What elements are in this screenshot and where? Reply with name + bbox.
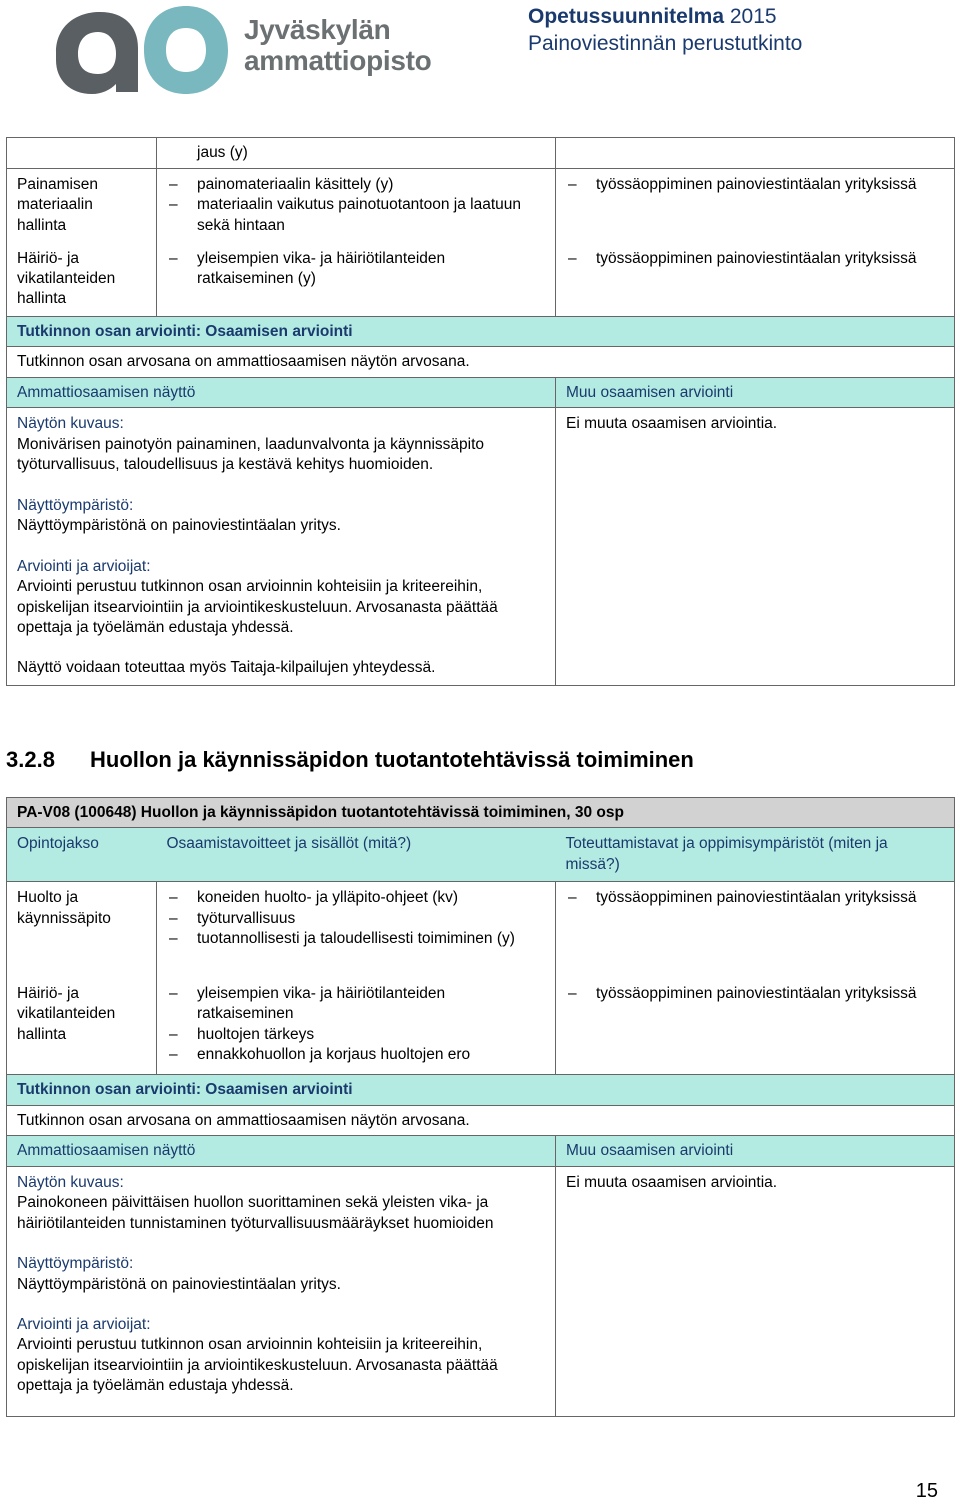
module-methods [556, 243, 955, 317]
list-item: – painomateriaalin käsittely (y) [167, 175, 545, 195]
column-header: Toteuttamistavat ja oppimisympäristöt (miten ja missä?) [556, 828, 955, 882]
table-huolto [6, 797, 955, 1417]
env-text: Näyttöympäristönä on painoviestintäalan yritys. [17, 1275, 341, 1293]
desc-text: Monivärisen painotyön painaminen, laadunvalvonta ja käynnissäpito työturvallisuus, taloudellisuus ja kestävä kehitys huomioiden. [17, 435, 485, 474]
other-assessment-text: Ei muuta osaamisen arviointia. [556, 408, 955, 686]
demo-heading: Ammattiosaamisen näyttö [7, 377, 556, 407]
module-title: PA-V08 (100648) Huollon ja käynnissäpidon tuotantotehtävissä toimiminen, 30 osp [7, 798, 955, 828]
assessors-label: Arviointi ja arvioijat: [17, 1315, 151, 1333]
module-name: Häiriö- ja vikatilanteiden hallinta [7, 978, 157, 1075]
module-methods [556, 169, 955, 243]
desc-label: Näytön kuvaus: [17, 1173, 124, 1191]
assessment-heading: Tutkinnon osan arviointi: Osaamisen arviointi [7, 1075, 955, 1105]
extra-text: Näyttö voidaan toteuttaa myös Taitaja-kilpailujen yhteydessä. [17, 659, 436, 677]
document-title [528, 3, 802, 57]
column-header: Osaamistavoitteet ja sisällöt (mitä?) [157, 828, 556, 882]
list-item: – yleisempien vika- ja häiriötilanteiden ratkaiseminen (y) [167, 249, 545, 290]
grade-text: Tutkinnon osan arvosana on ammattiosaamisen näytön arvosana. [7, 347, 955, 377]
module-name: Huolto ja käynnissäpito [7, 882, 157, 978]
list-item: – työssäoppiminen painoviestintäalan yrityksissä [566, 175, 944, 195]
logo-line-1: Jyväskylän [244, 14, 391, 45]
desc-text: Painokoneen päivittäisen huollon suorittaminen sekä yleisten vika- ja häiriötilanteiden tunnistaminen työturvallisuusmääräykset huomioiden [17, 1194, 494, 1232]
doc-subtitle: Painoviestinnän perustutkinto [528, 32, 803, 55]
module-name: Painamisen materiaalin hallinta [7, 169, 157, 243]
continuation-text: jaus (y) [157, 138, 556, 169]
module-contents [157, 978, 556, 1075]
assessors-text: Arviointi perustuu tutkinnon osan arvioinnin kohteisiin ja kriteereihin, opiskelijan itsearviointiin ja arviointikeskusteluun. Arvosanasta päättää opettaja ja työelämän edustaja yhdessä. [17, 578, 498, 636]
logo-wordmark [244, 14, 431, 76]
list-item: – materiaalin vaikutus painotuotantoon ja laatuun sekä hintaan [167, 195, 545, 236]
section-number: 3.2.8 [6, 747, 55, 772]
demo-description [7, 1166, 556, 1416]
other-assessment-text: Ei muuta osaamisen arviointia. [556, 1166, 955, 1416]
other-assessment-heading: Muu osaamisen arviointi [556, 377, 955, 407]
env-label: Näyttöympäristö: [17, 496, 134, 514]
env-label: Näyttöympäristö: [17, 1255, 134, 1273]
list-item: – huoltojen tärkeys [167, 1025, 545, 1045]
jao-logo [52, 0, 452, 96]
list-item: – työssäoppiminen painoviestintäalan yrityksissä [566, 888, 944, 908]
grade-text: Tutkinnon osan arvosana on ammattiosaamisen näytön arvosana. [7, 1105, 955, 1135]
other-assessment-heading: Muu osaamisen arviointi [556, 1136, 955, 1166]
module-contents [157, 169, 556, 243]
list-item: – työssäoppiminen painoviestintäalan yrityksissä [566, 249, 944, 269]
assessors-label: Arviointi ja arvioijat: [17, 557, 151, 575]
desc-label: Näytön kuvaus: [17, 415, 124, 433]
module-methods [556, 882, 955, 978]
page-number: 15 [915, 1480, 938, 1502]
assessors-text: Arviointi perustuu tutkinnon osan arvioinnin kohteisiin ja kriteereihin, opiskelijan itsearviointiin ja arviointikeskusteluun. Arvosanasta päättää opettaja ja työelämän edustaja yhdessä. [17, 1336, 498, 1395]
module-contents [157, 243, 556, 317]
column-header: Opintojakso [7, 828, 157, 882]
demo-heading: Ammattiosaamisen näyttö [7, 1136, 556, 1166]
module-methods [556, 978, 955, 1075]
list-item: – koneiden huolto- ja ylläpito-ohjeet (kv) [167, 888, 545, 908]
doc-year: 2015 [729, 5, 777, 28]
section-title: Huollon ja käynnissäpidon tuotantotehtävissä toimiminen [90, 747, 694, 772]
table-painaminen [6, 137, 955, 686]
list-item: – tuotannollisesti ja taloudellisesti toimiminen (y) [167, 929, 545, 949]
demo-description [7, 408, 556, 686]
list-item: – työturvallisuus [167, 909, 545, 929]
list-item: – yleisempien vika- ja häiriötilanteiden ratkaiseminen [167, 984, 545, 1025]
module-contents [157, 882, 556, 978]
logo-line-2: ammattiopisto [244, 45, 432, 76]
doc-title: Opetussuunnitelma [528, 5, 725, 28]
assessment-heading: Tutkinnon osan arviointi: Osaamisen arviointi [7, 317, 955, 347]
section-heading [6, 745, 694, 774]
list-item: – ennakkohuollon ja korjaus huoltojen ero [167, 1045, 545, 1065]
page-header [0, 0, 960, 110]
list-item: – työssäoppiminen painoviestintäalan yrityksissä [566, 984, 944, 1004]
module-name: Häiriö- ja vikatilanteiden hallinta [7, 243, 157, 317]
ao-logo-mark [52, 0, 232, 96]
env-text: Näyttöympäristönä on painoviestintäalan yritys. [17, 517, 341, 535]
